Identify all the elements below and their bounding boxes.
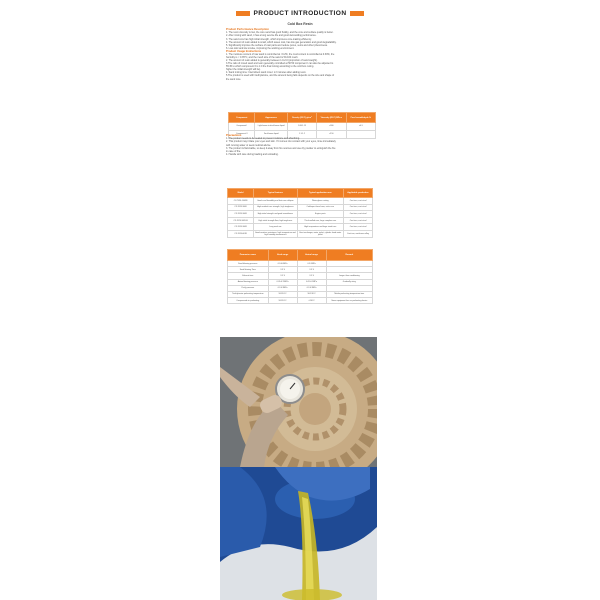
header: [220, 6, 380, 20]
parameter-cell: 90-130°C: [297, 291, 326, 297]
component-cell: ≤0.3: [346, 123, 375, 131]
parameter-cell: 0.2-0.3MPa: [268, 285, 297, 291]
usage-item: 1. The moisture content of raw sand is controlled at <0.2%, the mud content is controlled at 0.30%, the: [226, 53, 335, 57]
usage-heading: Product Usage Instructions: [226, 50, 262, 54]
usage-item: 2. The amount of resin added is generally between 1.0-2.0 (proportion of sand weight).: [226, 59, 318, 63]
parameter-cell: Triethylamine preheating temperature: [228, 291, 269, 297]
parameter-cell: 0.2-0.3MPa: [297, 285, 326, 291]
model-cell: CX-7024-1008: [228, 224, 254, 231]
model-cell: Cast iron, cast steel: [343, 204, 372, 211]
component-row: [229, 123, 376, 131]
model-cell: Good core flowability and fast core collapse: [254, 198, 298, 205]
usage-item: 3.The ratio of mixed sand and resin generally controlled at 50:50 component I can also be adjusted to: [226, 62, 334, 66]
model-cell: Cast iron, cast steel: [343, 198, 372, 205]
parameter-column-header: Used range: [268, 250, 297, 261]
parameter-cell: Some equipment has no preheating device: [326, 298, 372, 304]
performance-item: 4. The amount of resin added is small, which saves cost, has low gas generation and good degradability.: [226, 40, 337, 44]
component-cell: Component II: [229, 131, 255, 139]
parameter-cell: 2-5 S: [268, 273, 297, 279]
model-cell: Engine parts: [297, 211, 343, 218]
product-name: Cold Box Resin: [287, 22, 313, 26]
performance-item: 1. The resin viscosity is low, the core sand has good fluidity, and the core and surface quality is better.: [226, 31, 334, 35]
performance-item: 6. Low odor and low smoke, improving the working environment.: [226, 46, 295, 50]
precaution-item: 2. This product may irritate your eyes and skin. If it comes into contact with your eyes, rinse immediately: [226, 140, 336, 144]
model-cell: Cold-open faced core, unite core: [297, 204, 343, 211]
precautions-heading: Precautions: [226, 134, 242, 138]
performance-item: 2. After mixing with sand, it has a long service life and good demoulding performance.: [226, 34, 317, 38]
parameter-cell: 0.5-5MPa: [297, 261, 326, 267]
parameter-cell: 2-3 S: [268, 267, 297, 273]
page-title: PRODUCT INTRODUCTION: [253, 9, 347, 17]
performance-list: [226, 31, 376, 49]
component-column-header: Viscosity (25°C) MPa·s: [317, 113, 346, 123]
component-cell: Component I: [229, 123, 255, 131]
component-column-header: Component: [229, 113, 255, 123]
performance-heading: Product Performance Description: [226, 28, 269, 32]
pattern-wheel-photo: [220, 337, 377, 467]
model-column-header: Typical features: [254, 189, 298, 198]
model-cell: High residual core strength, high toughness: [254, 204, 298, 211]
usage-item: the sand core.: [226, 77, 242, 81]
model-cell: High temperature and large sized core: [297, 224, 343, 231]
core-box-illustration: [220, 337, 377, 467]
component-table-header: [229, 113, 376, 123]
parameter-cell: 2-3 S: [297, 267, 326, 273]
parameter-cell: 90-110°C: [268, 291, 297, 297]
precautions-block: [226, 134, 376, 156]
precaution-item: in case of fire.: [226, 149, 241, 153]
precaution-item: 3. The product is flammable, so keep it away from fire sources and use dry powder to extinguish the fire: [226, 146, 336, 150]
model-row: [228, 211, 373, 218]
model-cell: Heat exchanger, water jacket, cylinder head water jacket: [297, 230, 343, 237]
model-table: [227, 188, 373, 238]
model-row: [228, 224, 373, 231]
component-cell: 1.08-1.15: [287, 123, 316, 131]
parameter-cell: Sand blowing pressure: [228, 261, 269, 267]
parameter-cell: Gradually rising: [326, 279, 372, 285]
component-cell: ≤300: [317, 123, 346, 131]
usage-item: 4. Sand mixing time: Intermittent sand mixer: 2-3 minutes after adding resin.: [226, 71, 307, 75]
model-cell: CX-7024-1003B: [228, 198, 254, 205]
parameter-table-header: [228, 250, 373, 261]
parameter-cell: Compressed air preheating: [228, 298, 269, 304]
header-accent-left: [236, 11, 250, 16]
parameter-cell: ≥110°C: [297, 298, 326, 304]
model-cell: CX-7024-1009-B: [228, 217, 254, 224]
model-cell: Good moisture resistance, high temperature and high humidity environment: [255, 231, 296, 236]
model-cell: Cast iron, nonferrous alloy: [343, 230, 372, 237]
parameter-cell: Nitride preheating temperature time: [326, 291, 372, 297]
resin-pouring-photo: [220, 467, 377, 600]
performance-item: 5. Significantly improve the surface of cast parts and reduce pores, veins and other phenomena.: [226, 43, 328, 47]
component-column-header: Appearance: [255, 113, 287, 123]
precaution-item: with running water or seek medical advice.: [226, 143, 272, 147]
component-cell: Light brown to dark brown liquid: [255, 123, 287, 131]
precautions-list: [226, 137, 376, 155]
parameter-cell: 2-5 S: [297, 273, 326, 279]
parameter-cell: 0.05-0.15MPa: [268, 279, 297, 285]
parameter-cell: Amine blowing pressure: [228, 279, 269, 285]
parameter-column-header: Actual range: [297, 250, 326, 261]
model-cell: High initial strength and good smoothness: [254, 211, 298, 218]
component-column-header: Free formaldehyde %: [346, 113, 375, 123]
parameter-cell: Sand blowing Time: [228, 267, 269, 273]
model-row: [228, 198, 373, 205]
model-row: [228, 204, 373, 211]
usage-item: higher the initial strength will be).: [226, 68, 261, 72]
parameter-cell: Purify pressure: [228, 285, 269, 291]
model-cell: CX-7024-0018: [228, 230, 254, 237]
model-cell: Water-glass casting: [297, 198, 343, 205]
component-column-header: Density (25°C) g/cm³: [287, 113, 316, 123]
usage-item: 55:45 to which component II is 1:0 the final mixing according to the cold box curing.: [226, 65, 314, 69]
model-cell: CX-7024-1006: [228, 204, 254, 211]
parameter-column-header: Remark: [326, 250, 372, 261]
model-cell: Cast iron, cast steel: [343, 217, 372, 224]
component-cell: ≤150: [317, 131, 346, 139]
parameter-cell: 0.05-0.1MPa: [297, 279, 326, 285]
product-page: [220, 0, 380, 600]
parameter-table: [227, 249, 373, 304]
model-table-header: [228, 189, 373, 198]
model-column-header: Typical application area: [297, 189, 343, 198]
model-cell: Thick-walled core, large complex core: [297, 217, 343, 224]
model-cell: Cast iron, cast steel: [343, 211, 372, 218]
model-column-header: Model: [228, 189, 254, 198]
header-accent-right: [350, 11, 364, 16]
usage-item: 5.The product is used with triethylamine, and the amount being falls depends on the size and shape of: [226, 74, 335, 78]
parameter-cell: Exhaust time: [228, 273, 269, 279]
precaution-item: 1. The product needs to be sealed to prevent moisture and absorbing.: [226, 137, 300, 141]
precaution-item: 4. Handle with care during loading and unloading.: [226, 152, 279, 156]
model-cell: High initial strength flow, high toughness: [254, 217, 298, 224]
parameter-column-header: Parameter name: [228, 250, 269, 261]
model-cell: Long work use: [254, 224, 298, 231]
model-cell: CX-7024-1008: [228, 211, 254, 218]
component-cell: 1.1-1.2: [287, 131, 316, 139]
model-row: [228, 230, 373, 237]
usage-list: [226, 53, 376, 80]
parameter-row: [228, 298, 373, 304]
component-cell: Dark brown liquid: [255, 131, 287, 139]
resin-pour-illustration: [220, 467, 377, 600]
model-row: [228, 217, 373, 224]
parameter-cell: 90-110°C: [268, 298, 297, 304]
description-block: [226, 28, 376, 81]
model-cell: Cast iron, cast steel: [343, 224, 372, 231]
performance-item: 3. The sand core has high initial strength, which improves core-making efficiency.: [226, 37, 312, 41]
usage-item: humidity is < 0.35°C, and the mesh size of the sand is 50-100 mesh.: [226, 56, 299, 60]
parameter-cell: 0.3-0.6MPa: [268, 261, 297, 267]
model-column-header: Applicable production: [343, 189, 372, 198]
parameter-cell: Longer than conditioning: [326, 273, 372, 279]
